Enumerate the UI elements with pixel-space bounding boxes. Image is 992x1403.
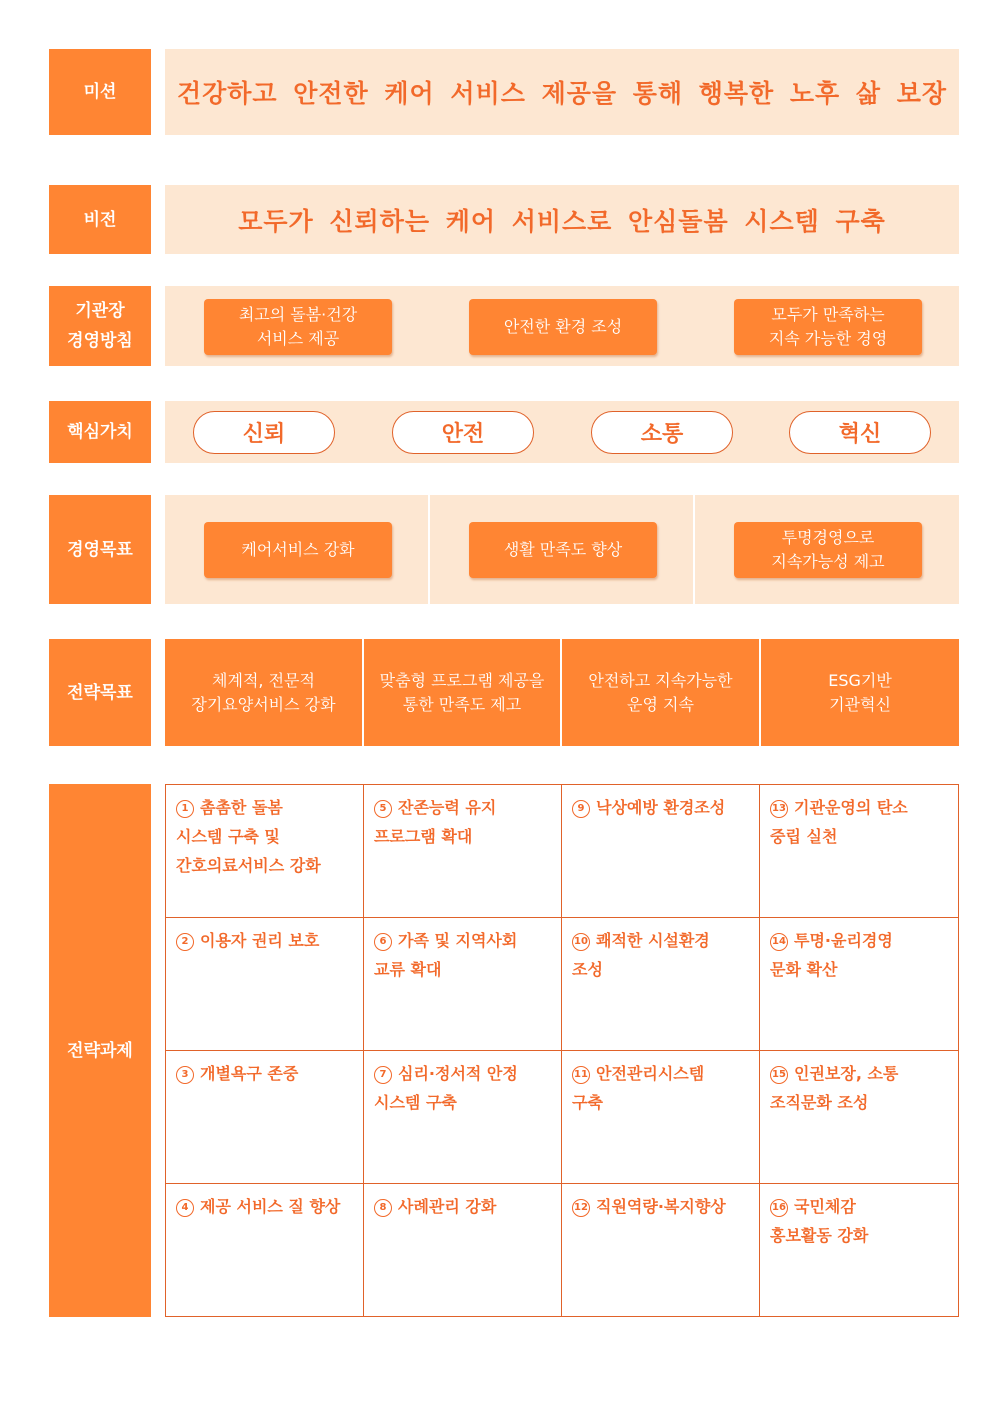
task-cell (166, 785, 364, 918)
goals-row (49, 495, 959, 604)
vision-panel (165, 185, 959, 254)
strategic-goals-label: 전략목표 (49, 639, 151, 746)
task-cell (166, 1051, 364, 1184)
task-text: 투명·윤리경영 문화 확산 (770, 931, 893, 979)
task-cell (760, 1051, 958, 1184)
task-text: 이용자 권리 보호 (200, 931, 320, 950)
task-cell (562, 1051, 760, 1184)
policy-item-2: 안전한 환경 조성 (469, 299, 657, 355)
task-number-badge: 11 (572, 1066, 590, 1084)
task-text: 개별욕구 존중 (200, 1064, 299, 1083)
goal-cell-3 (695, 495, 959, 604)
values-row (49, 401, 959, 463)
goal-item-2: 생활 만족도 향상 (469, 522, 657, 578)
mission-row (49, 49, 959, 135)
goal-cell-2 (430, 495, 693, 604)
task-cell (760, 785, 958, 918)
task-cell (364, 918, 562, 1051)
task-cell (364, 785, 562, 918)
task-text: 인권보장, 소통 조직문화 조성 (770, 1064, 899, 1112)
task-number-badge: 3 (176, 1066, 194, 1084)
task-number-badge: 8 (374, 1199, 392, 1217)
task-number-badge: 15 (770, 1066, 788, 1084)
tasks-row (49, 784, 959, 1317)
task-number-badge: 13 (770, 800, 788, 818)
values-label: 핵심가치 (49, 401, 151, 463)
task-cell (364, 1184, 562, 1317)
task-number-badge: 6 (374, 933, 392, 951)
value-safety: 안전 (392, 411, 534, 454)
goal-cell-1 (165, 495, 428, 604)
task-number-badge: 12 (572, 1199, 590, 1217)
task-text: 제공 서비스 질 향상 (200, 1197, 341, 1216)
task-text: 국민체감 홍보활동 강화 (770, 1197, 869, 1245)
task-cell (562, 1184, 760, 1317)
task-text: 사례관리 강화 (398, 1197, 497, 1216)
mission-label: 미션 (49, 49, 151, 135)
task-text: 가족 및 지역사회 교류 확대 (374, 931, 518, 979)
goal-item-1: 케어서비스 강화 (204, 522, 392, 578)
task-number-badge: 4 (176, 1199, 194, 1217)
task-cell (562, 785, 760, 918)
values-panel (165, 401, 959, 463)
vision-row (49, 185, 959, 254)
policy-panel (165, 286, 959, 366)
task-text: 안전관리시스템 구축 (572, 1064, 705, 1112)
task-cell (166, 918, 364, 1051)
value-trust: 신뢰 (193, 411, 335, 454)
task-text: 심리·정서적 안정 시스템 구축 (374, 1064, 518, 1112)
task-cell (364, 1051, 562, 1184)
vision-label: 비전 (49, 185, 151, 254)
tasks-label: 전략과제 (49, 784, 151, 1317)
policy-item-1: 최고의 돌봄·건강 서비스 제공 (204, 299, 392, 355)
policy-row (49, 286, 959, 366)
task-text: 기관운영의 탄소 중립 실천 (770, 798, 908, 846)
mission-text: 건강하고 안전한 케어 서비스 제공을 통해 행복한 노후 삶 보장 (176, 79, 948, 108)
task-number-badge: 5 (374, 800, 392, 818)
strategic-goal-4: ESG기반 기관혁신 (761, 639, 959, 746)
task-text: 쾌적한 시설환경 조성 (572, 931, 710, 979)
strategic-goal-2: 맞춤형 프로그램 제공을 통한 만족도 제고 (364, 639, 560, 746)
task-number-badge: 10 (572, 933, 590, 951)
task-number-badge: 9 (572, 800, 590, 818)
mission-panel (165, 49, 959, 135)
strategic-goal-1: 체계적, 전문적 장기요양서비스 강화 (165, 639, 362, 746)
tasks-grid (165, 784, 959, 1317)
value-innovation: 혁신 (789, 411, 931, 454)
task-cell (760, 918, 958, 1051)
strategic-goals-row (49, 639, 959, 746)
task-number-badge: 2 (176, 933, 194, 951)
task-text: 직원역량·복지향상 (596, 1197, 726, 1216)
vision-text: 모두가 신뢰하는 케어 서비스로 안심돌봄 시스템 구축 (238, 206, 886, 236)
task-number-badge: 7 (374, 1066, 392, 1084)
strategic-goal-3: 안전하고 지속가능한 운영 지속 (562, 639, 759, 746)
task-cell (760, 1184, 958, 1317)
task-cell (166, 1184, 364, 1317)
task-text: 촘촘한 돌봄 시스템 구축 및 간호의료서비스 강화 (176, 798, 321, 875)
value-communication: 소통 (591, 411, 733, 454)
goal-item-3: 투명경영으로 지속가능성 제고 (734, 522, 922, 578)
task-number-badge: 1 (176, 800, 194, 818)
task-number-badge: 14 (770, 933, 788, 951)
goals-label: 경영목표 (49, 495, 151, 604)
task-cell (562, 918, 760, 1051)
policy-item-3: 모두가 만족하는 지속 가능한 경영 (734, 299, 922, 355)
task-text: 잔존능력 유지 프로그램 확대 (374, 798, 497, 846)
task-text: 낙상예방 환경조성 (596, 798, 726, 817)
policy-label: 기관장 경영방침 (49, 286, 151, 366)
task-number-badge: 16 (770, 1199, 788, 1217)
